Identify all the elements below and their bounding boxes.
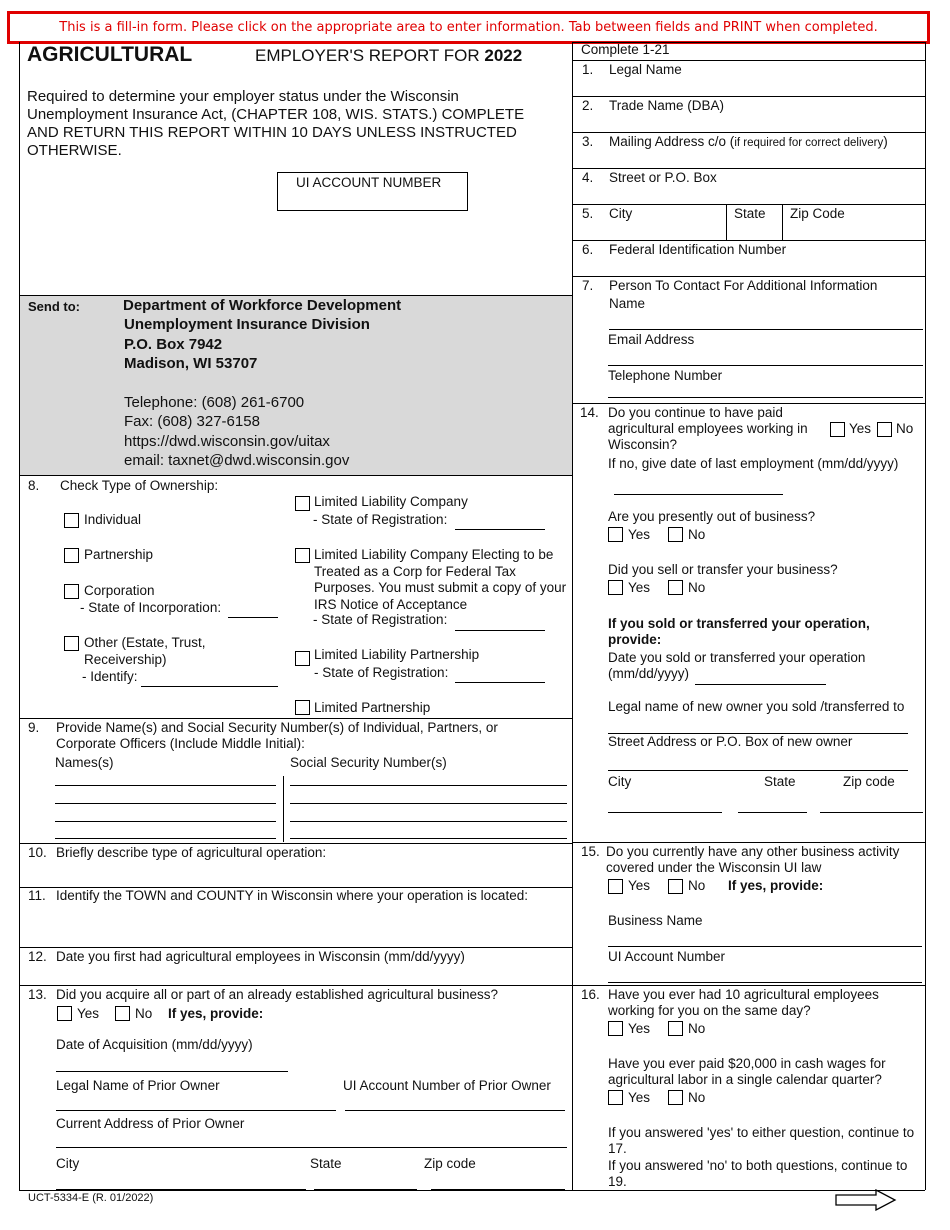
q11-number: 11. — [28, 888, 46, 903]
rule — [782, 204, 783, 240]
sell-transfer-yes-label: Yes — [628, 580, 651, 595]
partnership-label: Partnership — [84, 547, 154, 562]
q16-ten-employees-yes-checkbox[interactable] — [608, 1021, 623, 1036]
new-owner-city-field[interactable] — [608, 812, 722, 813]
ssn-line-1[interactable] — [290, 785, 567, 786]
q16-ten-employees-no-label: No — [688, 1021, 706, 1036]
fill-in-instructions-banner: This is a fill-in form. Please click on the appropriate area to enter information. Tab between fields and PRINT when completed. — [7, 11, 930, 44]
business-name-label: Business Name — [608, 913, 703, 928]
llc-checkbox[interactable] — [295, 496, 310, 511]
q8-label: Check Type of Ownership: — [60, 478, 219, 493]
new-owner-label: Legal name of new owner you sold /transferred to — [608, 699, 905, 714]
out-of-business-yes-checkbox[interactable] — [608, 527, 623, 542]
if-sold-label: If you sold or transferred your operation, provide: — [608, 616, 870, 647]
identify-label: - Identify: — [82, 669, 138, 684]
prior-ui-account-label: UI Account Number of Prior Owner — [343, 1078, 551, 1093]
rule — [572, 276, 925, 277]
rule — [572, 96, 925, 97]
state-of-incorporation-field[interactable] — [228, 617, 278, 618]
q16-ten-employees-yes-label: Yes — [628, 1021, 651, 1036]
ssn-line-3[interactable] — [290, 821, 567, 822]
intro-text: Required to determine your employer status under the Wisconsin Unemployment Insurance Act, (CHAPTER 108, WIS. STATS.) COMPLETE AND RETURN THIS REPORT WITHIN 10 DAYS UNLESS INSTRUCTED OTHERWISE. — [27, 88, 525, 159]
q13-yes-label: Yes — [77, 1006, 100, 1021]
right-border — [925, 42, 926, 1190]
new-owner-address-label: Street Address or P.O. Box of new owner — [608, 734, 853, 749]
prior-state-label: State — [310, 1156, 342, 1171]
form-title: AGRICULTURAL — [27, 43, 193, 66]
out-of-business-yes-label: Yes — [628, 527, 651, 542]
lp-checkbox[interactable] — [295, 700, 310, 715]
llc-state-label: - State of Registration: — [313, 512, 448, 527]
other-ownership-label-2: Receivership) — [84, 652, 167, 667]
send-to-label: Send to: — [28, 299, 80, 314]
rule — [572, 168, 925, 169]
q13-no-checkbox[interactable] — [115, 1006, 130, 1021]
prior-address-field[interactable] — [56, 1147, 567, 1148]
q14-no-checkbox[interactable] — [877, 422, 892, 437]
llp-state-field[interactable] — [455, 682, 545, 683]
q14-number: 14. — [580, 405, 599, 420]
sell-transfer-no-label: No — [688, 580, 706, 595]
q12-field[interactable]: Date you first had agricultural employees in Wisconsin (mm/dd/yyyy) — [56, 949, 465, 964]
send-to-address-line: Department of Workforce Development — [123, 297, 402, 314]
rule — [726, 204, 727, 240]
q16-wages-yes-label: Yes — [628, 1090, 651, 1105]
zip-code-field[interactable]: Zip Code — [790, 206, 845, 221]
lp-label: Limited Partnership — [314, 700, 431, 715]
individual-label: Individual — [84, 512, 142, 527]
rule — [572, 403, 925, 404]
name-line-2[interactable] — [55, 803, 276, 804]
q13-if-yes-label: If yes, provide: — [168, 1006, 264, 1021]
prior-ui-account-field[interactable] — [345, 1110, 565, 1111]
new-owner-zip-field[interactable] — [820, 812, 923, 813]
rule — [19, 843, 572, 844]
new-owner-zip-label: Zip code — [843, 774, 895, 789]
field-2-number: 2. — [582, 98, 594, 113]
rule — [608, 397, 923, 398]
prior-address-label: Current Address of Prior Owner — [56, 1116, 245, 1131]
other-ownership-checkbox[interactable] — [64, 636, 79, 651]
field-6-number: 6. — [582, 242, 594, 257]
new-owner-city-label: City — [608, 774, 632, 789]
send-to-address-line: Unemployment Insurance Division — [124, 316, 370, 333]
city-field[interactable]: City — [609, 206, 633, 221]
rule — [19, 947, 572, 948]
rule — [572, 132, 925, 133]
field-5-number: 5. — [582, 206, 594, 221]
ui-account-number-field[interactable] — [277, 172, 468, 211]
prior-owner-label: Legal Name of Prior Owner — [56, 1078, 220, 1093]
rule — [19, 718, 572, 719]
q16-yes-instruction: If you answered 'yes' to either question, continue to 17. — [608, 1125, 915, 1156]
name-line-1[interactable] — [55, 785, 276, 786]
rule — [608, 365, 923, 366]
name-line-4[interactable] — [55, 838, 276, 839]
fein-field[interactable]: Federal Identification Number — [609, 242, 787, 257]
q12-number: 12. — [28, 949, 47, 964]
send-to-fax: Fax: (608) 327-6158 — [124, 413, 260, 430]
out-of-business-no-checkbox[interactable] — [668, 527, 683, 542]
new-owner-state-field[interactable] — [738, 812, 807, 813]
q10-field[interactable]: Briefly describe type of agricultural operation: — [56, 845, 327, 860]
contact-telephone-field[interactable]: Telephone Number — [608, 368, 723, 383]
sell-transfer-no-checkbox[interactable] — [668, 580, 683, 595]
q16-wages-yes-checkbox[interactable] — [608, 1090, 623, 1105]
last-employment-label: If no, give date of last employment (mm/dd/yyyy) — [608, 456, 899, 471]
contact-name-field[interactable]: Name — [609, 296, 646, 311]
rule — [19, 985, 572, 986]
date-sold-field[interactable] — [695, 684, 826, 685]
q14-no-label: No — [896, 421, 914, 436]
q13-number: 13. — [28, 987, 47, 1002]
date-sold-label: Date you sold or transferred your operation (mm/dd/yyyy) — [608, 650, 866, 681]
rule — [19, 1190, 925, 1191]
send-to-website: https://dwd.wisconsin.gov/uitax — [124, 433, 330, 450]
q14-label: Do you continue to have paid agricultural employees working in Wisconsin? — [608, 405, 808, 452]
q16-wages-no-checkbox[interactable] — [668, 1090, 683, 1105]
sell-transfer-yes-checkbox[interactable] — [608, 580, 623, 595]
send-to-address-line: Madison, WI 53707 — [124, 355, 258, 372]
street-field[interactable]: Street or P.O. Box — [609, 170, 717, 185]
q16-wages-no-label: No — [688, 1090, 706, 1105]
other-ui-account-field[interactable] — [608, 982, 922, 983]
q13-label: Did you acquire all or part of an already established agricultural business? — [56, 987, 498, 1002]
corporation-label: Corporation — [84, 583, 155, 598]
mailing-address-field[interactable]: Mailing Address c/o (if required for correct delivery) — [609, 134, 888, 149]
contact-email-field[interactable]: Email Address — [608, 332, 695, 347]
rule — [572, 60, 925, 61]
llc-corp-state-field[interactable] — [455, 630, 545, 631]
llp-label: Limited Liability Partnership — [314, 647, 480, 662]
prior-city-label: City — [56, 1156, 80, 1171]
complete-instruction: Complete 1-21 — [581, 42, 670, 57]
q16-no-instruction: If you answered 'no' to both questions, continue to 19. — [608, 1158, 908, 1189]
prior-owner-field[interactable] — [56, 1110, 336, 1111]
llc-corp-state-label: - State of Registration: — [313, 612, 448, 627]
acquisition-date-field[interactable] — [56, 1071, 288, 1072]
rule — [572, 240, 925, 241]
llp-checkbox[interactable] — [295, 651, 310, 666]
q13-no-label: No — [135, 1006, 153, 1021]
q14-yes-label: Yes — [849, 421, 872, 436]
identify-field[interactable] — [141, 686, 278, 687]
other-ui-account-label: UI Account Number — [608, 949, 726, 964]
rule — [19, 295, 572, 296]
q11-field[interactable]: Identify the TOWN and COUNTY in Wisconsin where your operation is located: — [56, 888, 528, 903]
state-field[interactable]: State — [734, 206, 766, 221]
ssn-line-4[interactable] — [290, 838, 567, 839]
partnership-checkbox[interactable] — [64, 548, 79, 563]
send-to-email: email: taxnet@dwd.wisconsin.gov — [124, 452, 350, 469]
rule — [19, 475, 572, 476]
q15-label: Do you currently have any other business activity covered under the Wisconsin UI law — [606, 844, 900, 875]
q14-yes-checkbox[interactable] — [830, 422, 845, 437]
rule — [572, 842, 925, 843]
llc-state-field[interactable] — [455, 529, 545, 530]
out-of-business-label: Are you presently out of business? — [608, 509, 816, 524]
q15-yes-checkbox[interactable] — [608, 879, 623, 894]
llc-corp-checkbox[interactable] — [295, 548, 310, 563]
q13-yes-checkbox[interactable] — [57, 1006, 72, 1021]
q15-yes-label: Yes — [628, 878, 651, 893]
left-border — [19, 42, 20, 1190]
rule — [572, 204, 925, 205]
rule — [609, 329, 923, 330]
field-3-number: 3. — [582, 134, 594, 149]
q15-if-yes-label: If yes, provide: — [728, 878, 824, 893]
prior-zip-label: Zip code — [424, 1156, 476, 1171]
send-to-address-line: P.O. Box 7942 — [124, 336, 223, 353]
right-arrow-icon[interactable] — [835, 1189, 897, 1211]
center-divider — [572, 42, 573, 1190]
q15-number: 15. — [581, 844, 600, 859]
q16-label: Have you ever had 10 agricultural employees working for you on the same day? — [608, 987, 879, 1018]
form-id: UCT-5334-E (R. 01/2022) — [28, 1192, 154, 1204]
q10-number: 10. — [28, 845, 47, 860]
acquisition-date-label: Date of Acquisition (mm/dd/yyyy) — [56, 1037, 253, 1052]
state-of-incorporation-label: - State of Incorporation: — [80, 600, 222, 615]
ui-account-number-label: UI ACCOUNT NUMBER — [296, 175, 442, 190]
field-1-number: 1. — [582, 62, 594, 77]
q9-number: 9. — [28, 720, 40, 735]
send-to-telephone: Telephone: (608) 261-6700 — [124, 394, 305, 411]
report-title: EMPLOYER'S REPORT FOR 2022 — [255, 46, 523, 65]
corporation-checkbox[interactable] — [64, 584, 79, 599]
q16-wages-label: Have you ever paid $20,000 in cash wages for agricultural labor in a single calendar quarter? — [608, 1056, 886, 1087]
names-column-label: Names(s) — [55, 755, 114, 770]
q16-ten-employees-no-checkbox[interactable] — [668, 1021, 683, 1036]
new-owner-state-label: State — [764, 774, 796, 789]
name-line-3[interactable] — [55, 821, 276, 822]
out-of-business-no-label: No — [688, 527, 706, 542]
field-4-number: 4. — [582, 170, 594, 185]
rule — [572, 985, 925, 986]
sell-transfer-label: Did you sell or transfer your business? — [608, 562, 838, 577]
llc-label: Limited Liability Company — [314, 494, 468, 509]
llc-corp-label: Limited Liability Company Electing to be Treated as a Corp for Federal Tax Purposes. You must submit a copy of your IRS Notice of Acceptance — [314, 547, 567, 612]
field-7-number: 7. — [582, 278, 594, 293]
legal-name-field[interactable]: Legal Name — [609, 62, 682, 77]
q8-number: 8. — [28, 478, 40, 493]
new-owner-address-field[interactable] — [608, 770, 908, 771]
report-year: 2022 — [484, 46, 523, 65]
trade-name-field[interactable]: Trade Name (DBA) — [609, 98, 725, 113]
last-employment-field[interactable] — [614, 494, 783, 495]
q15-no-checkbox[interactable] — [668, 879, 683, 894]
q16-number: 16. — [581, 987, 600, 1002]
individual-checkbox[interactable] — [64, 513, 79, 528]
ssn-column-label: Social Security Number(s) — [290, 755, 447, 770]
other-ownership-label: Other (Estate, Trust, — [84, 635, 206, 650]
rule — [283, 776, 284, 842]
q15-no-label: No — [688, 878, 706, 893]
ssn-line-2[interactable] — [290, 803, 567, 804]
contact-person-label: Person To Contact For Additional Information — [609, 278, 878, 293]
business-name-field[interactable] — [608, 946, 922, 947]
q9-label: Provide Name(s) and Social Security Number(s) of Individual, Partners, or Corporate Officers (Include Middle Initial): — [56, 720, 498, 751]
llp-state-label: - State of Registration: — [314, 665, 449, 680]
